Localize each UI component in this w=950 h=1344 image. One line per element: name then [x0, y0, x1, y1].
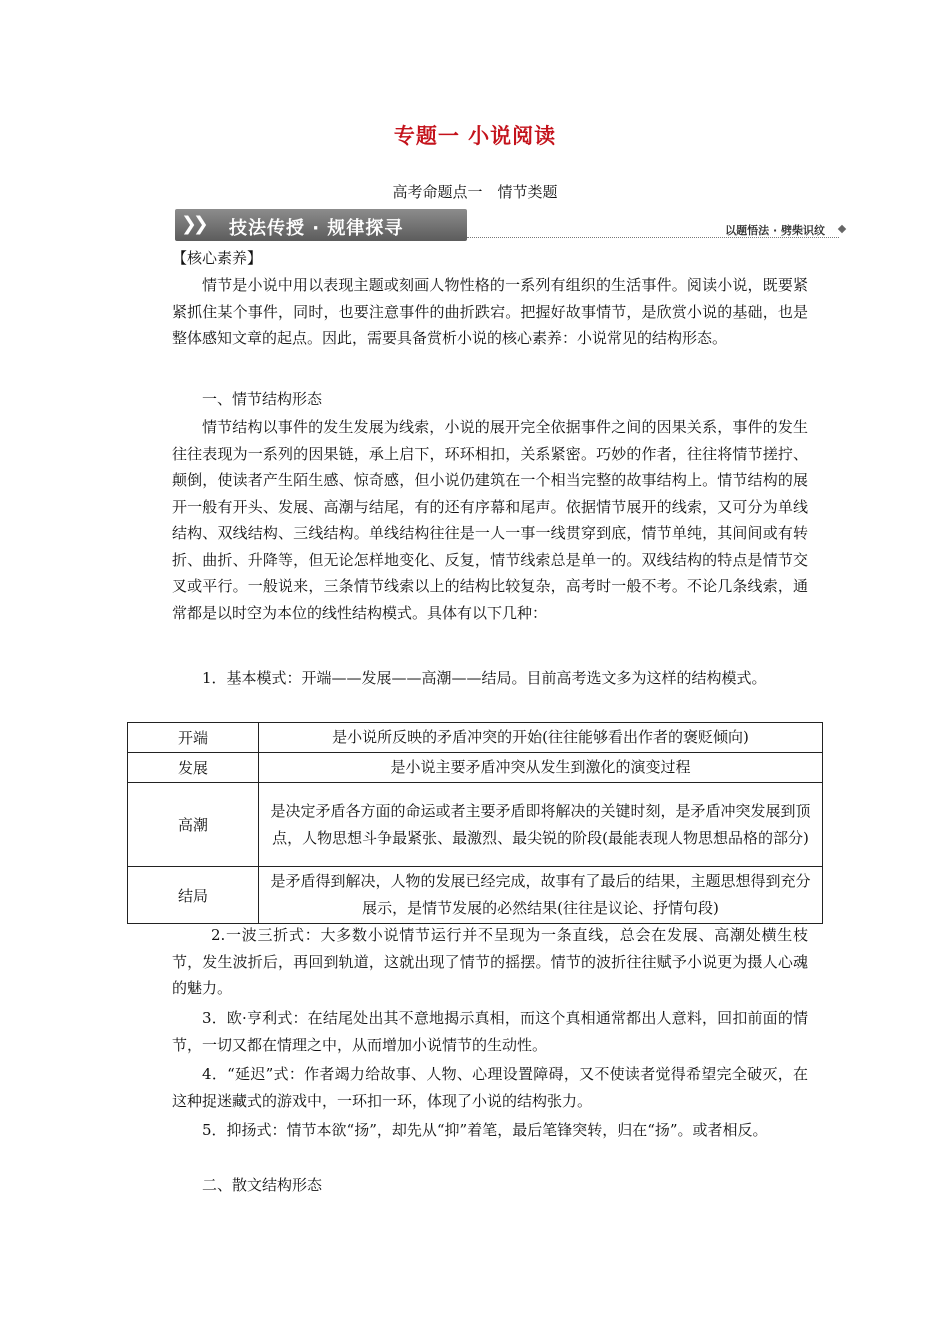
- item2-text: 2.一波三折式：大多数小说情节运行并不呈现为一条直线，总会在发展、高潮处横生枝节，发生波折后，再回到轨道，这就出现了情节的摇摆。情节的波折往往赋予小说更为摄人心魂的魅力。: [172, 926, 808, 997]
- table-row: [128, 753, 823, 783]
- table-value: 是小说主要矛盾冲突从发生到激化的演变过程: [259, 753, 823, 783]
- table-key: 开端: [128, 723, 259, 753]
- table-value: 是矛盾得到解决，人物的发展已经完成，故事有了最后的结果，主题思想得到充分展示，是情节发展的必然结果(往往是议论、抒情句段): [259, 867, 823, 924]
- table-row: [128, 867, 823, 924]
- item4-text: 4．“延迟”式：作者竭力给故事、人物、心理设置障碍，又不使读者觉得希望完全破灭，在这种捉迷藏式的游戏中，一环扣一环，体现了小说的结构张力。: [172, 1065, 808, 1110]
- intro-paragraph: 情节是小说中用以表现主题或刻画人物性格的一系列有组织的生活事件。阅读小说，既要紧紧抓住某个事件，同时，也要注意事件的曲折跌宕。把握好故事情节，是欣赏小说的基础，也是整体感知文章的起点。因此，需要具备赏析小说的核心素养：小说常见的结构形态。: [172, 276, 808, 347]
- page-title: 专题一 小说阅读: [393, 124, 557, 148]
- core-heading: 【核心素养】: [172, 249, 263, 267]
- table-row: [128, 723, 823, 753]
- section2-heading: 二、散文结构形态: [202, 1176, 323, 1194]
- banner-tab: [175, 209, 467, 241]
- table-value: 是小说所反映的矛盾冲突的开始(往往能够看出作者的褒贬倾向): [259, 723, 823, 753]
- section-subtitle: 高考命题点一 情节类题: [392, 183, 558, 201]
- diamond-icon: [838, 225, 846, 233]
- banner: [175, 209, 847, 241]
- item5-text: 5．抑扬式：情节本欲“扬”，却先从“抑”着笔，最后笔锋突转，归在“扬”。或者相反。: [202, 1121, 768, 1139]
- section1-body: 情节结构以事件的发生发展为线索，小说的展开完全依据事件之间的因果关系，事件的发生往往表现为一系列的因果链，承上启下，环环相扣，关系紧密。巧妙的作者，往往将情节搓拧、颠倒，使读者产生陌生感、惊奇感，但小说仍建筑在一个相当完整的故事结构上。情节结构的展开一般有开头、发展、高潮与结尾，有的还有序幕和尾声。依据情节展开的线索，又可分为单线结构、双线结构、三线结构。单线结构往往是一人一事一线贯穿到底，情节单纯，其间间或有转折、曲折、升降等，但无论怎样地变化、反复，情节线索总是单一的。双线结构的特点是情节交叉或平行。一般说来，三条情节线索以上的结构比较复杂，高考时一般不考。不论几条线索，通常都是以时空为本位的线性结构模式。具体有以下几种：: [172, 418, 808, 622]
- item1-text: 1．基本模式：开端——发展——高潮——结局。目前高考选文多为这样的结构模式。: [202, 669, 767, 687]
- chevron-right-icon: ❯❯: [181, 213, 205, 235]
- table-key: 结局: [128, 867, 259, 924]
- plot-structure-table: [127, 722, 823, 924]
- table-row: [128, 783, 823, 867]
- banner-right-label: 以题悟法 · 劈柴识纹: [725, 224, 825, 237]
- table-key: 发展: [128, 753, 259, 783]
- item3-text: 3．欧·亨利式：在结尾处出其不意地揭示真相，而这个真相通常都出人意料，回扣前面的情节，一切又都在情理之中，从而增加小说情节的生动性。: [172, 1009, 808, 1054]
- banner-label: 技法传授 · 规律探寻: [229, 218, 404, 239]
- section1-heading: 一、情节结构形态: [202, 390, 323, 408]
- table-value: 是决定矛盾各方面的命运或者主要矛盾即将解决的关键时刻，是矛盾冲突发展到顶点，人物思想斗争最紧张、最激烈、最尖锐的阶段(最能表现人物思想品格的部分): [259, 783, 823, 867]
- table-key: 高潮: [128, 783, 259, 867]
